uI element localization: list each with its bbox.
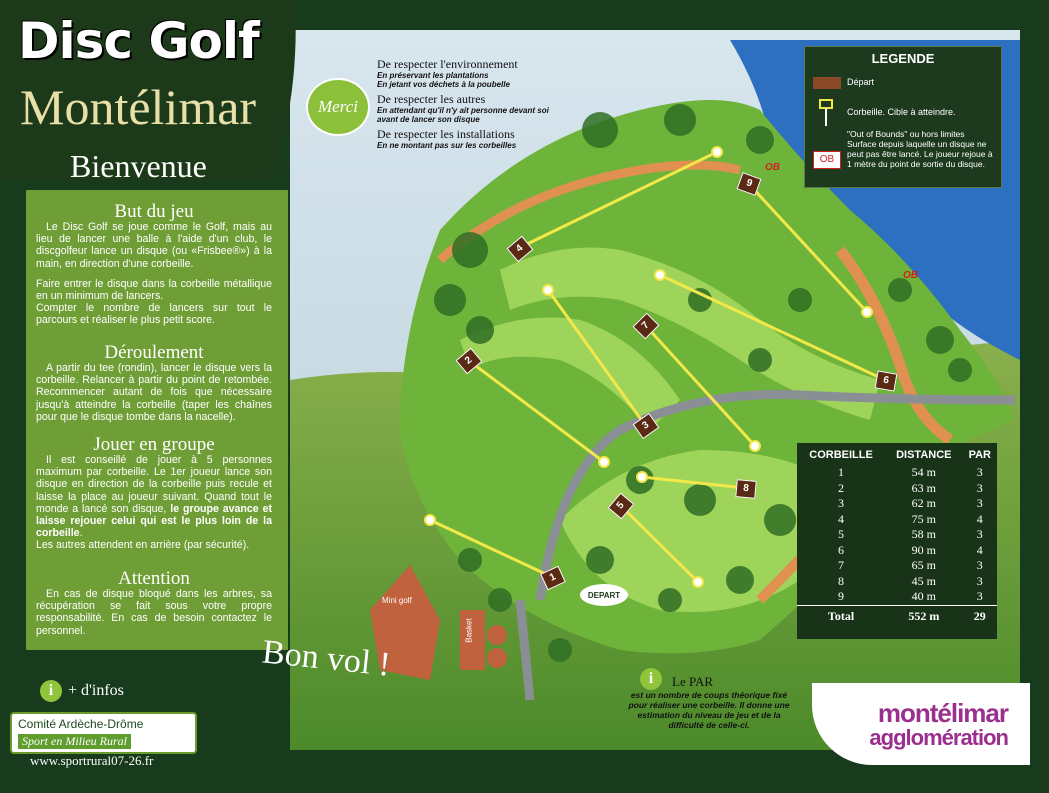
basket-icon	[819, 99, 833, 127]
legend-corbeille: Corbeille. Cible à atteindre.	[847, 107, 956, 117]
ob-tag: OB	[813, 151, 841, 169]
rule-text: En préservant les plantations En jetant vos déchets à la poubelle	[377, 71, 510, 89]
score-body	[797, 465, 997, 628]
legend-depart: Départ	[847, 77, 875, 87]
tee-marker-8: 8	[735, 479, 756, 499]
score-cell: 65 m	[911, 558, 936, 573]
agglo-line2: agglomération	[869, 725, 1008, 750]
score-cell: 29	[963, 605, 997, 628]
tee-marker-5: 5	[608, 493, 635, 520]
text-bold: le groupe avance et laisse rejouer celui qui est le plus loin de la corbeille	[36, 502, 272, 540]
section-heading: Déroulement	[104, 342, 204, 363]
info-icon: i	[40, 680, 62, 702]
score-header: PAR	[968, 449, 991, 461]
comite-logo	[10, 712, 197, 754]
tee-marker-2: 2	[456, 348, 483, 375]
section-text: Faire entrer le disque dans la corbeille métallique en un minimum de lancers.	[36, 277, 272, 303]
agglo-logo	[812, 683, 1030, 765]
score-cell: 552 m	[885, 605, 962, 628]
court-circle	[487, 625, 507, 645]
score-cell: 3	[976, 496, 983, 511]
score-row	[797, 512, 997, 528]
score-row	[797, 481, 997, 497]
rules-list	[377, 58, 557, 154]
par-text: est un nombre de coups théorique fixé pour réaliser une corbeille. Il donne une estimation du niveau de jeu et de la difficulté de celle-ci.	[628, 690, 790, 730]
score-cell: 5	[838, 527, 845, 542]
text-part: .	[79, 527, 83, 540]
section-groupe	[36, 436, 272, 552]
ob-marker: OB	[765, 162, 780, 173]
rule-item	[377, 93, 557, 124]
more-info[interactable]	[40, 680, 124, 702]
ob-title: "Out of Bounds" ou hors limites	[847, 129, 965, 139]
tee-marker-3: 3	[633, 413, 660, 439]
basket-label: Basket	[464, 618, 474, 643]
score-header: CORBEILLE	[809, 449, 873, 461]
section-text: A partir du tee (rondin), lancer le disque vers la corbeille. Relancer à partir du point de retombée. Recommencer autant de fois que nécessaire jusqu'à atteindre la corbeille (taper les chaînes pour que le disque tombe dans la nacelle).	[36, 362, 272, 423]
score-cell: 45 m	[911, 573, 936, 588]
ob-text: Surface depuis laquelle un disque ne peut pas être lancé. Le joueur rejoue à 1 mètre du point de sortie du disque.	[847, 139, 993, 169]
tee-marker-6: 6	[875, 370, 898, 391]
score-cell: 3	[838, 496, 845, 511]
score-cell: 62 m	[911, 496, 936, 511]
section-attention	[36, 570, 272, 637]
section-heading: But du jeu	[114, 201, 194, 222]
score-row	[797, 465, 997, 481]
score-cell: 9	[838, 589, 845, 604]
score-cell: 4	[838, 511, 845, 526]
score-row	[797, 589, 997, 605]
tee-marker-4: 4	[507, 236, 534, 263]
score-cell: 3	[976, 558, 983, 573]
score-row	[797, 558, 997, 574]
merci-badge: Merci	[306, 78, 370, 136]
score-row	[797, 527, 997, 543]
legend	[804, 46, 1002, 188]
score-cell: 63 m	[911, 480, 936, 495]
score-cell: 3	[976, 589, 983, 604]
score-cell: 4	[976, 542, 983, 557]
rule-heading: De respecter les installations	[377, 127, 515, 141]
rule-item	[377, 128, 557, 150]
comite-name: Comité Ardèche-Drôme	[18, 717, 144, 731]
score-row	[797, 543, 997, 559]
section-heading: Attention	[118, 568, 190, 589]
score-row	[797, 574, 997, 590]
section-heading: Jouer en groupe	[93, 434, 215, 455]
bon-vol-text: Bon vol !	[260, 633, 393, 684]
score-row	[797, 605, 997, 628]
legend-ob	[847, 129, 997, 169]
score-cell: 75 m	[911, 511, 936, 526]
score-cell: 54 m	[911, 465, 936, 480]
legend-title: LEGENDE	[871, 51, 935, 66]
ob-marker: OB	[903, 270, 918, 281]
score-cell: 6	[838, 542, 845, 557]
score-cell: 3	[976, 465, 983, 480]
court-circle	[487, 648, 507, 668]
more-info-label: + d'infos	[68, 682, 124, 699]
section-text: En cas de disque bloqué dans les arbres, sa récupération se fait sous votre propre responsabilité. En cas de besoin contactez le personnel.	[36, 588, 272, 637]
score-table	[797, 443, 997, 639]
score-header-row	[797, 443, 997, 465]
score-cell: 40 m	[911, 589, 936, 604]
tee-marker-1: 1	[540, 566, 566, 591]
score-header: DISTANCE	[896, 449, 952, 461]
score-cell: 4	[976, 511, 983, 526]
score-cell: 3	[976, 480, 983, 495]
score-cell: 2	[838, 480, 845, 495]
section-but	[36, 203, 272, 327]
agglo-line1: montélimar	[877, 698, 1008, 728]
depart-label: DEPART	[580, 584, 628, 606]
comite-subtitle: Sport en Milieu Rural	[18, 734, 131, 749]
score-cell: 1	[838, 465, 845, 480]
mini-golf-label: Mini golf	[382, 596, 412, 605]
rule-text: En attendant qu'il n'y ait personne devant soi avant de lancer son disque	[377, 106, 549, 124]
section-text: Le Disc Golf se joue comme le Golf, mais au lieu de lancer une balle à l'aide d'un club, le discgolfeur lance un disque (ou «Frisbee®») à la main, en direction d'une corbeille.	[36, 221, 272, 270]
score-table-grid	[797, 443, 997, 628]
par-info-icon	[640, 668, 662, 690]
score-cell: 7	[838, 558, 845, 573]
depart-swatch	[813, 77, 841, 89]
score-cell: 3	[976, 573, 983, 588]
rule-item	[377, 58, 557, 89]
score-cell: 3	[976, 527, 983, 542]
score-cell: Total	[797, 605, 885, 628]
par-title: Le PAR	[672, 674, 714, 689]
tee-marker-9: 9	[737, 172, 762, 196]
section-text: Compter le nombre de lancers sur tout le parcours et réaliser le plus petit score.	[36, 302, 272, 327]
title-disc-golf: Disc Golf	[18, 12, 259, 70]
website-link[interactable]: www.sportrural07-26.fr	[30, 753, 154, 768]
title-bienvenue: Bienvenue	[70, 148, 207, 184]
rule-heading: De respecter l'environnement	[377, 57, 518, 71]
section-deroulement	[36, 344, 272, 423]
score-cell: 90 m	[911, 542, 936, 557]
title-montelimar: Montélimar	[20, 79, 257, 135]
score-cell: 58 m	[911, 527, 936, 542]
score-row	[797, 496, 997, 512]
tee-marker-7: 7	[633, 313, 660, 340]
section-text: Les autres attendent en arrière (par sécurité).	[36, 539, 250, 552]
rule-text: En ne montant pas sur les corbeilles	[377, 141, 517, 150]
info-icon: i	[640, 668, 662, 690]
section-text	[36, 454, 272, 539]
text-part: Il est conseillé de jouer à 5 personnes maximum par corbeille. Le 1er joueur lance son disque en direction de la corbeille puis recule et laisse la place au joueur suivant. Quand tout le monde a lancé son disque,	[36, 454, 272, 515]
rule-heading: De respecter les autres	[377, 92, 486, 106]
score-cell: 8	[838, 573, 845, 588]
